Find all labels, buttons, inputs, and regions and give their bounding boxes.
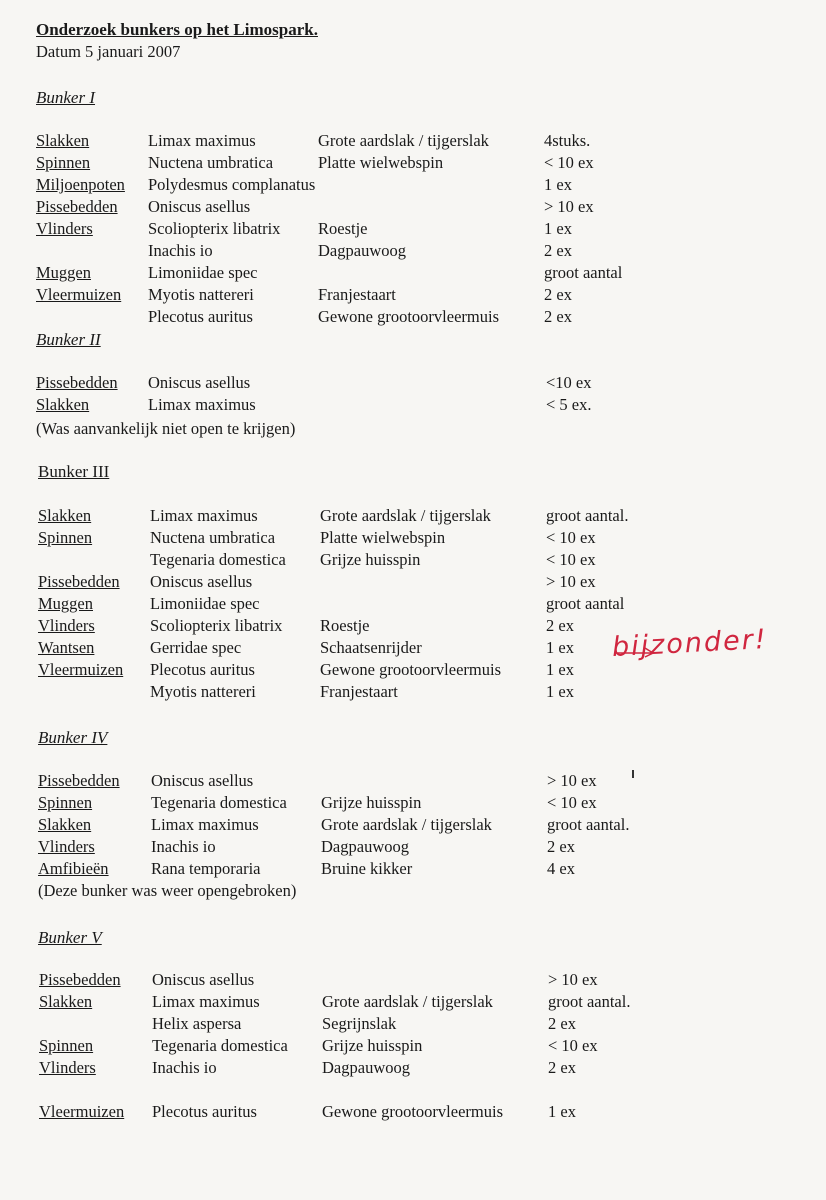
section-title: Bunker IV xyxy=(38,728,108,747)
latin-name-cell: Scoliopterix libatrix xyxy=(148,219,281,238)
count-cell: groot aantal xyxy=(544,263,623,282)
category-cell: Vleermuizen xyxy=(38,660,124,679)
latin-name-cell: Limax maximus xyxy=(148,395,256,414)
dutch-name-cell: Bruine kikker xyxy=(321,859,413,878)
category-cell: Pissebedden xyxy=(36,373,118,392)
category-cell: Spinnen xyxy=(38,528,93,547)
latin-name-cell: Scoliopterix libatrix xyxy=(150,616,283,635)
table-row xyxy=(0,395,826,417)
category-cell: Vleermuizen xyxy=(39,1102,125,1121)
latin-name-cell: Inachis io xyxy=(148,241,213,260)
latin-name-cell: Limoniidae spec xyxy=(148,263,258,282)
count-cell: 2 ex xyxy=(544,307,572,326)
table-row xyxy=(0,307,826,329)
count-cell: 2 ex xyxy=(548,1014,576,1033)
pen-mark xyxy=(632,770,634,778)
latin-name-cell: Gerridae spec xyxy=(150,638,242,657)
handwritten-note: bijzonder! xyxy=(611,623,769,664)
dutch-name-cell: Grote aardslak / tijgerslak xyxy=(322,992,493,1011)
latin-name-cell: Inachis io xyxy=(151,837,216,856)
dutch-name-cell: Franjestaart xyxy=(318,285,396,304)
category-cell: Slakken xyxy=(39,992,93,1011)
latin-name-cell: Helix aspersa xyxy=(152,1014,242,1033)
latin-name-cell: Limax maximus xyxy=(148,131,256,150)
count-cell: < 5 ex. xyxy=(546,395,592,414)
dutch-name-cell: Grijze huisspin xyxy=(322,1036,423,1055)
count-cell: groot aantal. xyxy=(548,992,631,1011)
latin-name-cell: Nuctena umbratica xyxy=(150,528,276,547)
dutch-name-cell: Roestje xyxy=(318,219,368,238)
dutch-name-cell: Platte wielwebspin xyxy=(318,153,444,172)
section-note: (Deze bunker was weer opengebroken) xyxy=(38,881,297,900)
section-title: Bunker V xyxy=(38,928,102,947)
table-row xyxy=(0,373,826,395)
count-cell: 2 ex xyxy=(548,1058,576,1077)
latin-name-cell: Oniscus asellus xyxy=(152,970,255,989)
latin-name-cell: Tegenaria domestica xyxy=(150,550,286,569)
latin-name-cell: Limax maximus xyxy=(151,815,259,834)
table-row xyxy=(0,197,826,219)
dutch-name-cell: Dagpauwoog xyxy=(321,837,409,856)
latin-name-cell: Myotis nattereri xyxy=(148,285,254,304)
category-cell: Vlinders xyxy=(38,837,95,856)
section-title: Bunker III xyxy=(38,462,110,481)
category-cell: Spinnen xyxy=(36,153,91,172)
count-cell: groot aantal. xyxy=(547,815,630,834)
table-row xyxy=(0,771,826,793)
count-cell: 2 ex xyxy=(544,241,572,260)
latin-name-cell: Oniscus asellus xyxy=(151,771,254,790)
latin-name-cell: Plecotus auritus xyxy=(152,1102,257,1121)
category-cell: Slakken xyxy=(38,506,92,525)
table-row xyxy=(0,859,826,881)
count-cell: groot aantal. xyxy=(546,506,629,525)
category-cell: Spinnen xyxy=(38,793,93,812)
document-date: Datum 5 januari 2007 xyxy=(36,42,181,61)
count-cell: 1 ex xyxy=(548,1102,576,1121)
table-row xyxy=(0,594,826,616)
dutch-name-cell: Dagpauwoog xyxy=(318,241,406,260)
table-row xyxy=(0,153,826,175)
count-cell: < 10 ex xyxy=(548,1036,598,1055)
table-row xyxy=(0,682,826,704)
category-cell: Vlinders xyxy=(38,616,95,635)
count-cell: > 10 ex xyxy=(548,970,598,989)
count-cell: > 10 ex xyxy=(547,771,597,790)
count-cell: < 10 ex xyxy=(546,528,596,547)
table-row xyxy=(0,992,826,1014)
latin-name-cell: Nuctena umbratica xyxy=(148,153,274,172)
latin-name-cell: Polydesmus complanatus xyxy=(148,175,316,194)
count-cell: 1 ex xyxy=(544,219,572,238)
count-cell: 1 ex xyxy=(546,660,574,679)
table-row xyxy=(0,263,826,285)
category-cell: Muggen xyxy=(38,594,93,613)
category-cell: Vlinders xyxy=(39,1058,96,1077)
dutch-name-cell: Platte wielwebspin xyxy=(320,528,446,547)
category-cell: Slakken xyxy=(38,815,92,834)
table-row xyxy=(0,970,826,992)
category-cell: Muggen xyxy=(36,263,91,282)
dutch-name-cell: Schaatsenrijder xyxy=(320,638,422,657)
count-cell: 1 ex xyxy=(546,638,574,657)
table-row xyxy=(0,175,826,197)
table-row xyxy=(0,1058,826,1080)
count-cell: 2 ex xyxy=(547,837,575,856)
latin-name-cell: Limax maximus xyxy=(152,992,260,1011)
category-cell: Amfibieën xyxy=(38,859,109,878)
category-cell: Slakken xyxy=(36,395,90,414)
dutch-name-cell: Roestje xyxy=(320,616,370,635)
table-row xyxy=(0,793,826,815)
category-cell: Wantsen xyxy=(38,638,95,657)
latin-name-cell: Limoniidae spec xyxy=(150,594,260,613)
dutch-name-cell: Dagpauwoog xyxy=(322,1058,410,1077)
category-cell: Miljoenpoten xyxy=(36,175,125,194)
count-cell: > 10 ex xyxy=(546,572,596,591)
section-title: Bunker II xyxy=(36,330,101,349)
category-cell: Pissebedden xyxy=(39,970,121,989)
count-cell: < 10 ex xyxy=(547,793,597,812)
table-row xyxy=(0,572,826,594)
dutch-name-cell: Gewone grootoorvleermuis xyxy=(318,307,499,326)
count-cell: < 10 ex xyxy=(544,153,594,172)
count-cell: 2 ex xyxy=(544,285,572,304)
dutch-name-cell: Gewone grootoorvleermuis xyxy=(322,1102,503,1121)
dutch-name-cell: Grote aardslak / tijgerslak xyxy=(320,506,491,525)
category-cell: Spinnen xyxy=(39,1036,94,1055)
section-note: (Was aanvankelijk niet open te krijgen) xyxy=(36,419,296,438)
table-row xyxy=(0,1102,826,1124)
document-title: Onderzoek bunkers op het Limospark. xyxy=(36,20,318,39)
category-cell: Pissebedden xyxy=(38,572,120,591)
dutch-name-cell: Grote aardslak / tijgerslak xyxy=(318,131,489,150)
table-row xyxy=(0,1014,826,1036)
table-row xyxy=(0,1036,826,1058)
table-row xyxy=(0,219,826,241)
dutch-name-cell: Grijze huisspin xyxy=(321,793,422,812)
table-row xyxy=(0,837,826,859)
count-cell: 2 ex xyxy=(546,616,574,635)
count-cell: > 10 ex xyxy=(544,197,594,216)
dutch-name-cell: Gewone grootoorvleermuis xyxy=(320,660,501,679)
category-cell: Pissebedden xyxy=(36,197,118,216)
category-cell: Vlinders xyxy=(36,219,93,238)
latin-name-cell: Oniscus asellus xyxy=(148,197,251,216)
dutch-name-cell: Segrijnslak xyxy=(322,1014,397,1033)
category-cell: Vleermuizen xyxy=(36,285,122,304)
table-row xyxy=(0,660,826,682)
category-cell: Pissebedden xyxy=(38,771,120,790)
latin-name-cell: Limax maximus xyxy=(150,506,258,525)
latin-name-cell: Oniscus asellus xyxy=(150,572,253,591)
table-row xyxy=(0,506,826,528)
count-cell: 4 ex xyxy=(547,859,575,878)
section-title: Bunker I xyxy=(36,88,96,107)
latin-name-cell: Inachis io xyxy=(152,1058,217,1077)
latin-name-cell: Plecotus auritus xyxy=(148,307,253,326)
category-cell: Slakken xyxy=(36,131,90,150)
table-row xyxy=(0,528,826,550)
count-cell: 4stuks. xyxy=(544,131,591,150)
dutch-name-cell: Grijze huisspin xyxy=(320,550,421,569)
count-cell: <10 ex xyxy=(546,373,592,392)
latin-name-cell: Rana temporaria xyxy=(151,859,261,878)
latin-name-cell: Oniscus asellus xyxy=(148,373,251,392)
latin-name-cell: Plecotus auritus xyxy=(150,660,255,679)
table-row xyxy=(0,131,826,153)
count-cell: < 10 ex xyxy=(546,550,596,569)
dutch-name-cell: Franjestaart xyxy=(320,682,398,701)
table-row xyxy=(0,550,826,572)
latin-name-cell: Tegenaria domestica xyxy=(151,793,287,812)
count-cell: groot aantal xyxy=(546,594,625,613)
table-row xyxy=(0,815,826,837)
latin-name-cell: Tegenaria domestica xyxy=(152,1036,288,1055)
table-row xyxy=(0,241,826,263)
table-row xyxy=(0,285,826,307)
latin-name-cell: Myotis nattereri xyxy=(150,682,256,701)
count-cell: 1 ex xyxy=(544,175,572,194)
count-cell: 1 ex xyxy=(546,682,574,701)
dutch-name-cell: Grote aardslak / tijgerslak xyxy=(321,815,492,834)
